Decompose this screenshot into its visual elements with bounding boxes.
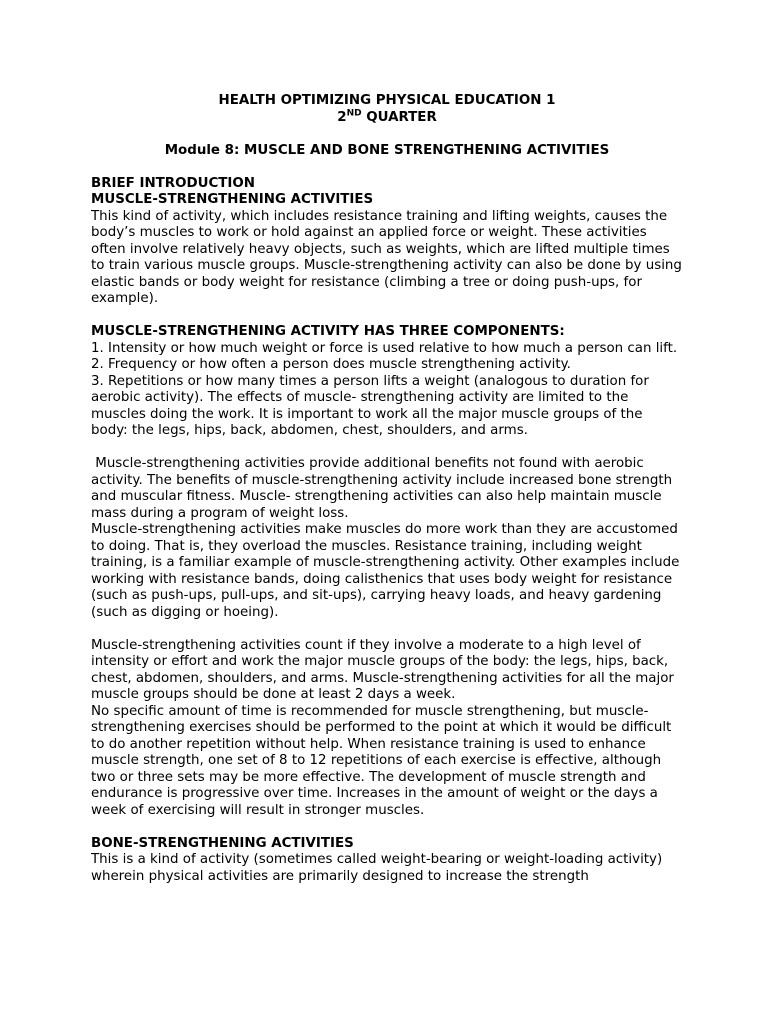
module-title: Module 8: MUSCLE AND BONE STRENGTHENING ACTIVITIES xyxy=(164,142,610,158)
quarter-word: QUARTER xyxy=(361,109,437,125)
document-title: HEALTH OPTIMIZING PHYSICAL EDUCATION 1 xyxy=(218,93,556,108)
benefits-paragraph: Muscle-strengthening activities provide additional benefits not found with aerobic activity. The benefits of muscle-strengthening activity include increased bone strength and muscular fitness. Muscle- strengthening activities can also help maintain muscle mass during a program of weight loss. xyxy=(91,456,677,521)
quarter-line xyxy=(91,110,683,127)
intro-paragraph: This kind of activity, which includes resistance training and lifting weights, causes the body’s muscles to work or hold against an applied force or weight. These activities often involve relatively heavy objects, such as weights, which are lifted multiple times to train various muscle groups. Muscle-strengthening activity can also be done by using elastic bands or body weight for resistance (climbing a tree or doing push-ups, for example). xyxy=(91,208,682,306)
components-heading: MUSCLE-STRENGTHENING ACTIVITY HAS THREE COMPONENTS: xyxy=(91,324,565,339)
quarter-number: 2 xyxy=(337,109,347,125)
bone-strengthening-heading: BONE-STRENGTHENING ACTIVITIES xyxy=(91,835,354,851)
intensity-paragraph: Muscle-strengthening activities count if they involve a moderate to a high level of intensity or effort and work the major muscle groups of the body: the legs, hips, back, chest, abdomen, shoulders, and arms. Muscle-strengthening activities for all the major muscle groups should be done at least 2 days a week. xyxy=(91,637,674,702)
bone-paragraph: This is a kind of activity (sometimes called weight-bearing or weight-loading activity) wherein physical activities are primarily designed to increase the strength xyxy=(91,852,663,884)
component-item-frequency: 2. Frequency or how often a person does muscle strengthening activity. xyxy=(91,357,571,372)
component-item-repetitions: 3. Repetitions or how many times a person lifts a weight (analogous to duration for aerobic activity). The effects of muscle- strengthening activity are limited to the muscles doing the work. It is important to work all the major muscle groups of the body: the legs, hips, back, abdomen, chest, shoulders, and arms. xyxy=(91,373,649,438)
muscle-strengthening-heading: MUSCLE-STRENGTHENING ACTIVITIES xyxy=(91,192,374,207)
quarter-ordinal: ND xyxy=(346,108,362,119)
overload-paragraph: Muscle-strengthening activities make muscles do more work than they are accustomed to doing. That is, they overload the muscles. Resistance training, including weight training, is a familiar example of muscle-strengthening activity. Other examples include working with resistance bands, doing calisthenics that uses body weight for resistance (such as push-ups, pull-ups, and sit-ups), carrying heavy loads, and heavy gardening (such as digging or hoeing). xyxy=(91,522,680,620)
intro-heading: BRIEF INTRODUCTION xyxy=(91,175,255,191)
component-item-intensity: 1. Intensity or how much weight or force is used relative to how much a person can lift. xyxy=(91,340,678,356)
repetition-paragraph: No specific amount of time is recommended for muscle strengthening, but muscle-strengthening exercises should be performed to the point at which it would be difficult to do another repetition without help. When resistance training is used to enhance muscle strength, one set of 8 to 12 repetitions of each exercise is effective, although two or three sets may be more effective. The development of muscle strength and endurance is progressive over time. Increases in the amount of weight or the days a week of exercising will result in stronger muscles. xyxy=(91,703,672,818)
document-body xyxy=(91,93,683,885)
